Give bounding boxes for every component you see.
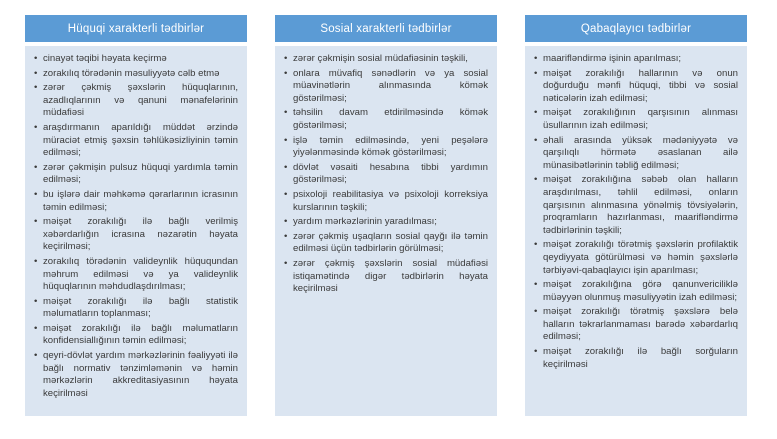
measure-item: • maarifləndirmə işinin aparılması; (533, 53, 738, 66)
measure-item: • psixoloji reabilitasiya və psixoloji korreksiya kurslarının təşkili; (283, 189, 488, 214)
measure-item: • onlara müvafiq sənədlərin və ya sosial müavinətlərin alınmasında kömək göstərilməsi; (283, 68, 488, 106)
measure-item: • əhali arasında yüksək mədəniyyətə və qarşılıqlı hörmətə əsaslanan ailə münasibətlərinin təbliğ edilməsi; (533, 135, 738, 173)
measure-item: • zərər çəkmiş şəxslərin sosial müdafiəsi istiqamətində digər tədbirlərin həyata keçirilməsi (283, 258, 488, 296)
measure-item: • zərər çəkmişin pulsuz hüquqi yardımla təmin edilməsi; (33, 162, 238, 187)
measure-item: • zərər çəkmişin sosial müdafiəsinin təşkili, (283, 53, 488, 66)
measure-item: • məişət zorakılığı ilə bağlı statistik məlumatların toplanması; (33, 296, 238, 321)
measure-item: • zorakılıq törədənin valideynlik hüququndan məhrum edilməsi və ya valideynlik hüquqlarının məhdudlaşdırılması; (33, 256, 238, 294)
measure-item: • araşdırmanın aparıldığı müddət ərzində müraciət etmiş şəxsin təhlükəsizliyinin təmin edilməsi; (33, 122, 238, 160)
column-body-legal (25, 46, 247, 416)
column-body-preventive (525, 46, 747, 416)
measure-item: • məişət zorakılığı törətmiş şəxslərə belə halların təkrarlanmaması barədə xəbərdarlıq edilməsi; (533, 306, 738, 344)
measure-item: • təhsilin davam etdirilməsində kömək göstərilməsi; (283, 107, 488, 132)
measure-item: • məişət zorakılığı ilə bağlı sorğuların keçirilməsi (533, 346, 738, 371)
measure-item: • zərər çəkmiş uşaqların sosial qayğı ilə təmin edilməsi üçün tədbirlərin görülməsi; (283, 231, 488, 256)
measure-item: • dövlət vəsaiti hesabına tibbi yardımın göstərilməsi; (283, 162, 488, 187)
column-legal-measures (25, 15, 247, 416)
column-preventive-measures (525, 15, 747, 416)
measure-item: • məişət zorakılığının qarşısının alınması üsullarının izah edilməsi; (533, 107, 738, 132)
measure-item: • məişət zorakılığına görə qanunvericiliklə müəyyən olunmuş məsuliyyətin izah edilməsi; (533, 279, 738, 304)
measure-item: • məişət zorakılığı ilə bağlı verilmiş xəbərdarlığın icrasına nəzarətin həyata keçirilməsi; (33, 216, 238, 254)
measure-item: • məişət zorakılığına səbəb olan halların araşdırılması, təhlil edilməsi, onların qarşısının alınmasına yönəlmiş tövsiyələrin, proqramların hazırlanması, maarifləndirmə tədbirlərinin təşkili; (533, 174, 738, 237)
measure-item: • yardım mərkəzlərinin yaradılması; (283, 216, 488, 229)
measure-list-preventive (533, 53, 738, 371)
column-social-measures (275, 15, 497, 416)
measure-item: • məişət zorakılığı törətmiş şəxslərin profilaktik qeydiyyata götürülməsi və həmin şəxslərlə tərbiyəvi-qabaqlayıcı işin aparılması; (533, 239, 738, 277)
column-body-social (275, 46, 497, 416)
measure-item: • qeyri-dövlət yardım mərkəzlərinin fəaliyyəti ilə bağlı normativ tənzimləmənin və həmin mərkəzlərin akkreditasiyasının həyata keçirilməsi (33, 350, 238, 400)
measure-list-social (283, 53, 488, 296)
column-header-legal: Hüquqi xarakterli tədbirlər (25, 15, 247, 42)
measure-item: • zorakılıq törədənin məsuliyyətə cəlb etmə (33, 68, 238, 81)
measure-item: • bu işlərə dair məhkəmə qərarlarının icrasının təmin edilməsi; (33, 189, 238, 214)
column-header-social: Sosial xarakterli tədbirlər (275, 15, 497, 42)
measure-item: • cinayət təqibi həyata keçirmə (33, 53, 238, 66)
measure-item: • məişət zorakılığı hallarının və onun doğurduğu mənfi hüquqi, tibbi və sosial nəticələrin izah edilməsi; (533, 68, 738, 106)
measures-columns (25, 15, 747, 416)
measure-list-legal (33, 53, 238, 400)
measure-item: • işlə təmin edilməsində, yeni peşələrə yiyələnməsində kömək göstərilməsi; (283, 135, 488, 160)
measure-item: • zərər çəkmiş şəxslərin hüquqlarının, azadlıqlarının və qanuni mənafelərinin müdafiəsi (33, 82, 238, 120)
measure-item: • məişət zorakılığı ilə bağlı məlumatların konfidensiallığının təmin edilməsi; (33, 323, 238, 348)
column-header-preventive: Qabaqlayıcı tədbirlər (525, 15, 747, 42)
